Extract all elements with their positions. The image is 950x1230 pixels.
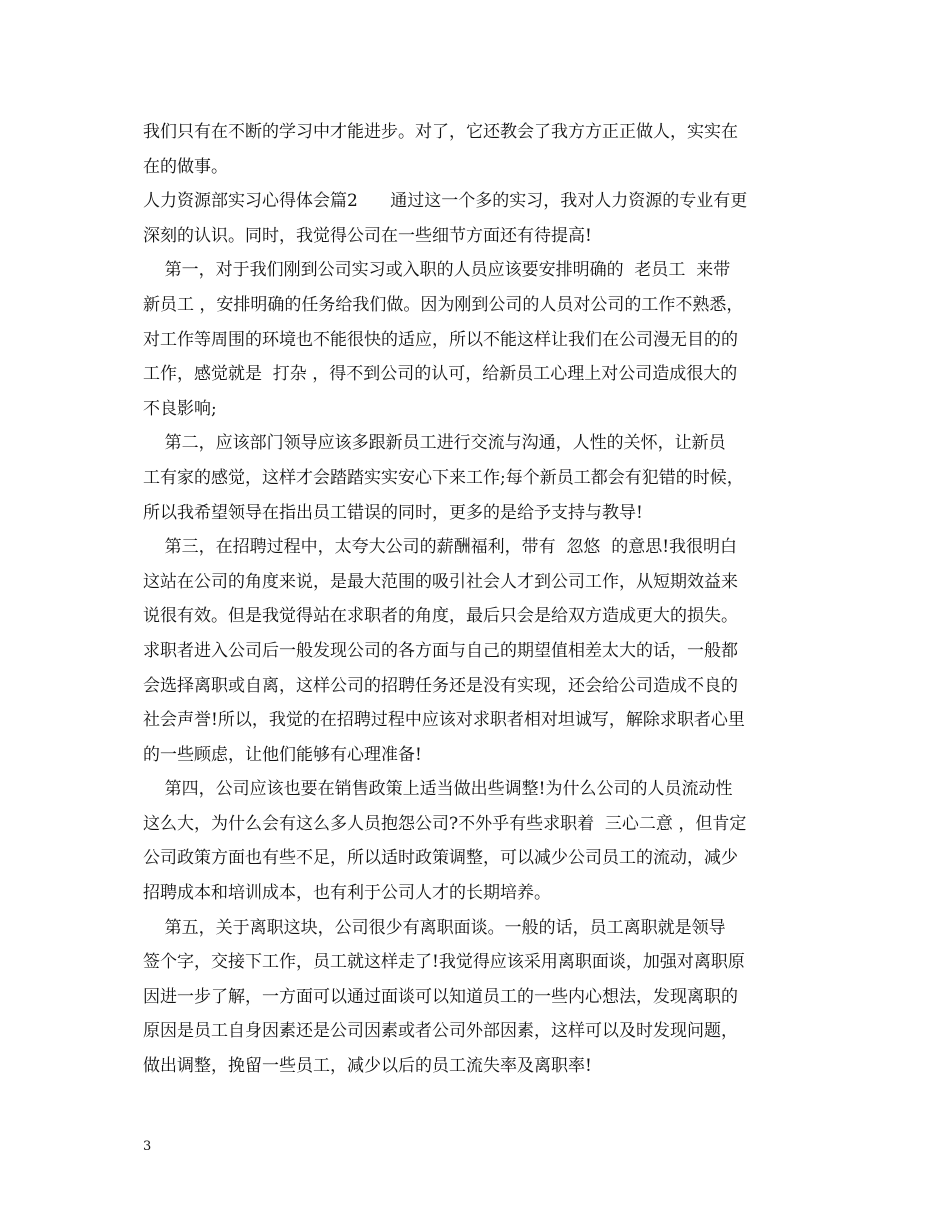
text-line: 公司政策方面也有些不足，所以适时政策调整，可以减少公司员工的流动，减少 xyxy=(143,848,738,869)
text-line: 对工作等周围的环境也不能很快的适应，所以不能这样让我们在公司漫无目的的 xyxy=(143,329,738,350)
text-line: 会选择离职或自离，这样公司的招聘任务还是没有实现，还会给公司造成不良的 xyxy=(143,675,738,696)
text-line: 的一些顾虑，让他们能够有心理准备! xyxy=(143,744,422,765)
paragraph-first-line: 第二，应该部门领导应该多跟新员工进行交流与沟通，人性的关怀，让新员 xyxy=(143,433,726,454)
text-line: 这么大，为什么会有这么多人员抱怨公司?不外乎有些求职着 三心二意 ，但肯定 xyxy=(143,813,747,834)
paragraph-first-line: 第三，在招聘过程中，太夸大公司的薪酬福利，带有 忽悠 的意思!我很明白 xyxy=(143,537,738,558)
page-number: 3 xyxy=(143,1139,152,1154)
text-line: 原因是员工自身因素还是公司因素或者公司外部因素，这样可以及时发现问题， xyxy=(143,1021,738,1042)
body-text xyxy=(143,115,811,1084)
paragraph-first-line: 第五，关于离职这块，公司很少有离职面谈。一般的话，员工离职就是领导 xyxy=(143,917,726,938)
text-line: 所以我希望领导在指出员工错误的同时，更多的是给予支持与教导! xyxy=(143,502,643,523)
text-line: 求职者进入公司后一般发现公司的各方面与自己的期望值相差太大的话，一般都 xyxy=(143,640,738,661)
section-heading-line: 人力资源部实习心得体会篇2 通过这一个多的实习，我对人力资源的专业有更 xyxy=(143,191,748,212)
text-line: 深刻的认识。同时，我觉得公司在一些细节方面还有待提高! xyxy=(143,225,592,246)
paragraph-first-line: 第四，公司应该也要在销售政策上适当做出些调整!为什么公司的人员流动性 xyxy=(143,779,733,800)
text-line: 招聘成本和培训成本，也有利于公司人才的长期培养。 xyxy=(143,883,551,904)
text-line: 工作，感觉就是 打杂 ，得不到公司的认可，给新员工心理上对公司造成很大的 xyxy=(143,364,738,385)
text-line: 社会声誉!所以，我觉的在招聘过程中应该对求职者相对坦诚写，解除求职者心里 xyxy=(143,710,745,731)
paragraph-first-line: 第一，对于我们刚到公司实习或入职的人员应该要安排明确的 老员工 来带 xyxy=(143,260,731,281)
text-line: 不良影响; xyxy=(143,398,217,419)
text-line: 在的做事。 xyxy=(143,156,228,177)
text-line: 这站在公司的角度来说，是最大范围的吸引社会人才到公司工作，从短期效益来 xyxy=(143,571,738,592)
text-line: 我们只有在不断的学习中才能进步。对了，它还教会了我方方正正做人，实实在 xyxy=(143,122,738,142)
text-line: 签个字，交接下工作，员工就这样走了!我觉得应该采用离职面谈，加强对离职原 xyxy=(143,952,745,973)
text-line: 说很有效。但是我觉得站在求职者的角度，最后只会是给双方造成更大的损失。 xyxy=(143,606,738,627)
text-line: 工有家的感觉，这样才会踏踏实实安心下来工作;每个新员工都会有犯错的时候， xyxy=(143,467,744,488)
text-line: 因进一步了解，一方面可以通过面谈可以知道员工的一些内心想法，发现离职的 xyxy=(143,986,738,1007)
text-line: 做出调整，挽留一些员工，减少以后的员工流失率及离职率! xyxy=(143,1056,592,1077)
text-line: 新员工 ，安排明确的任务给我们做。因为刚到公司的人员对公司的工作不熟悉， xyxy=(143,294,744,315)
